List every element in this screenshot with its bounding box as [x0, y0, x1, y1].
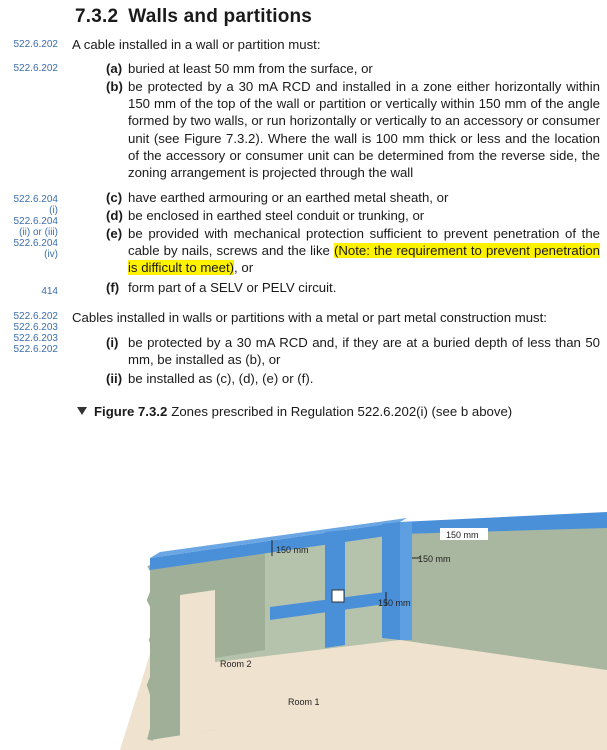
- list-item: (e) be provided with mechanical protection sufficient to prevent penetration of the cable by nails, screws and the like (Note: the requirement to prevent penetration is difficult to meet), or: [106, 226, 601, 276]
- list-item: (ii) be installed as (c), (d), (e) or (f).: [106, 371, 314, 386]
- metal-intro-paragraph: Cables installed in walls or partitions with a metal or part metal construction must:: [72, 310, 547, 325]
- intro-paragraph: A cable installed in a wall or partition must:: [72, 37, 321, 52]
- accessory-box: [332, 590, 344, 602]
- figure-label: Figure 7.3.2: [94, 404, 168, 419]
- section-title: Walls and partitions: [128, 6, 313, 27]
- zone-strip: [382, 522, 400, 640]
- zone-strip: [325, 530, 345, 648]
- margin-ref: 522.6.202: [13, 39, 58, 50]
- doorway: [180, 590, 215, 736]
- highlighted-note: (Note: the requirement to prevent penetration is difficult to meet): [128, 243, 601, 276]
- margin-ref: 414: [41, 286, 58, 297]
- triangle-icon: [77, 407, 87, 415]
- list-item: (c) have earthed armouring or an earthed metal sheath, or: [106, 190, 449, 205]
- list-item: (f) form part of a SELV or PELV circuit.: [106, 280, 337, 295]
- room-label: Room 2: [220, 659, 252, 669]
- margin-ref: 522.6.204 (ii) or (iii) 522.6.204 (iv): [13, 216, 58, 260]
- margin-ref: 522.6.202: [13, 63, 58, 74]
- zone-strip: [400, 522, 412, 640]
- section-heading: [75, 6, 312, 28]
- figure-caption-text: Zones prescribed in Regulation 522.6.202(i) (see b above): [171, 404, 513, 419]
- list-item: (a) buried at least 50 mm from the surface, or: [106, 61, 373, 76]
- dimension-label: 150 mm: [378, 598, 411, 608]
- list-item: (b) be protected by a 30 mA RCD and installed in a zone either horizontally within 150 mm of the top of the wall or partition or vertically within 150 mm of the angle formed by two walls, or run horizontally or vertically to an accessory or consumer unit (see Figure 7.3.2). Where the wall is 100 mm thick or less and the location of the accessory or consumer unit can be determined from the reverse side, the zoning arrangement is projected through the wall: [106, 79, 600, 181]
- figure-caption: [77, 404, 512, 419]
- list-item: (d) be enclosed in earthed steel conduit or trunking, or: [106, 208, 425, 223]
- dimension-label: 150 mm: [446, 530, 479, 540]
- figure-illustration: [0, 440, 607, 750]
- margin-ref: 522.6.204 (i): [13, 194, 58, 216]
- section-number: 7.3.2: [75, 6, 119, 27]
- margin-ref: 522.6.202 522.6.203 522.6.203 522.6.202: [13, 311, 58, 355]
- dimension-label: 150 mm: [418, 554, 451, 564]
- list-item: (i) be protected by a 30 mA RCD and, if they are at a buried depth of less than 50 mm, be installed as (b), or: [106, 335, 600, 368]
- dimension-label: 150 mm: [276, 545, 309, 555]
- room-label: Room 1: [288, 697, 320, 707]
